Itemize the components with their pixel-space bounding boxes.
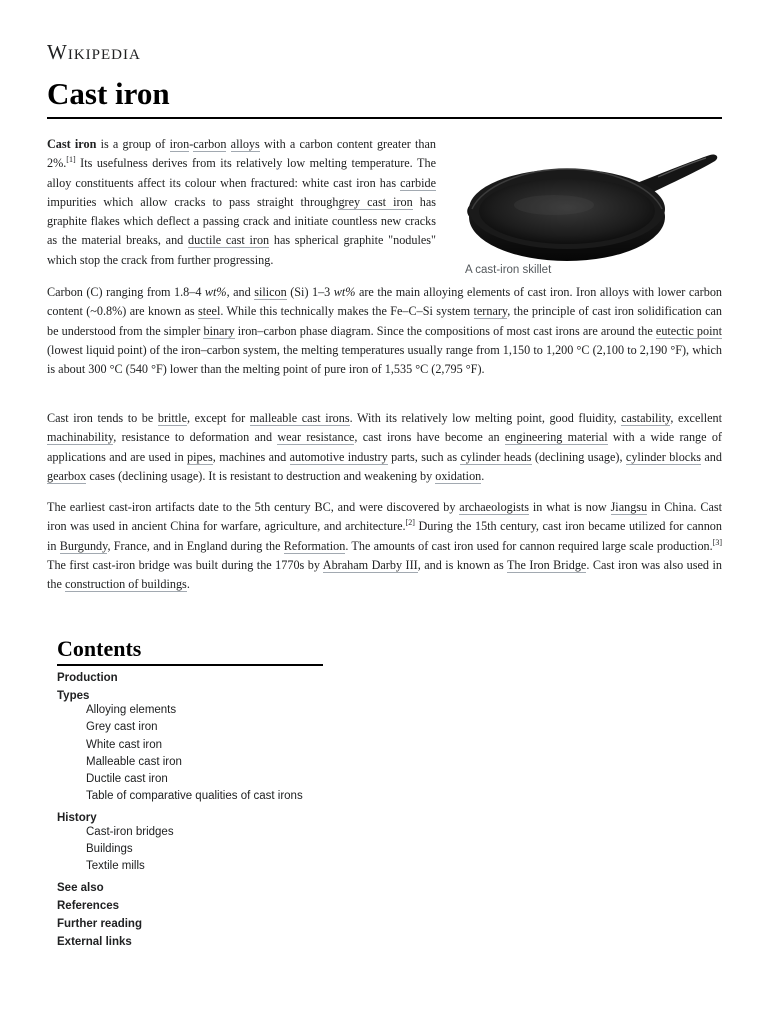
article-link[interactable]: gearbox	[47, 468, 87, 483]
skillet-image[interactable]	[462, 147, 722, 277]
toc-item[interactable]: Further reading	[57, 917, 142, 930]
text-run: . While this technically makes the Fe–C–Si system	[220, 304, 474, 319]
article-link[interactable]: grey cast iron	[338, 194, 413, 209]
article-link[interactable]: Reformation	[283, 538, 346, 553]
text-run: , France, and in England during the	[107, 538, 284, 553]
article-link[interactable]: castability	[621, 411, 671, 425]
toc-subitem[interactable]: Buildings	[86, 843, 133, 856]
text-run: iron–carbon phase diagram. Since the compositions of most cast irons are around the	[234, 323, 656, 338]
text-run: in what is now	[529, 500, 611, 514]
text-run: has spherical graphite "nodules" which stop the crack from further progressing.	[47, 233, 437, 267]
skillet-illustration	[462, 147, 722, 267]
text-run: impurities which allow cracks to pass straight through	[47, 194, 339, 209]
toc-item[interactable]: Production	[57, 672, 118, 684]
body-paragraph-2	[47, 409, 722, 486]
text-run: , cast irons have become an	[354, 430, 505, 445]
article-link[interactable]: The Iron Bridge	[506, 557, 587, 572]
article-link[interactable]: pipes	[187, 449, 213, 464]
toc-item[interactable]: Types	[57, 690, 90, 702]
article-link[interactable]: Burgundy	[59, 538, 108, 553]
article-link[interactable]: iron	[169, 137, 190, 151]
text-run: is a group of	[96, 137, 170, 151]
toc-subitem[interactable]: White cast iron	[86, 738, 163, 751]
article-link[interactable]: brittle	[157, 411, 187, 425]
toc-subitem[interactable]: Malleable cast iron	[86, 755, 182, 768]
article-link[interactable]: carbide	[400, 175, 436, 190]
article-link[interactable]: carbon	[193, 137, 227, 151]
article-link[interactable]: archaeologists	[459, 500, 530, 514]
toc-item[interactable]: References	[57, 899, 120, 912]
text-run: During the 15th century, cast iron became utilized for cannon in	[47, 519, 722, 553]
citation-link[interactable]: [3]	[712, 537, 723, 547]
toc-item[interactable]: History	[57, 811, 97, 824]
text-run: cases (declining usage). It is resistant to destruction and weakening by	[86, 468, 436, 483]
article-link[interactable]: silicon	[254, 285, 287, 299]
body-paragraph-1	[47, 283, 722, 379]
article-link[interactable]: eutectic point	[655, 323, 722, 338]
article-link[interactable]: construction of buildings	[64, 577, 187, 592]
title-divider	[47, 117, 722, 119]
article-link[interactable]: machinability	[47, 430, 114, 445]
body-paragraph-3	[47, 498, 722, 594]
article-link[interactable]: automotive industry	[289, 449, 388, 464]
text-run: (Si) 1–3	[286, 285, 334, 299]
article-link[interactable]: cylinder heads	[460, 449, 532, 464]
toc-subitem[interactable]: Table of comparative qualities of cast irons	[86, 790, 303, 803]
toc-item[interactable]: External links	[57, 935, 132, 948]
article-link[interactable]: engineering material	[504, 430, 608, 445]
text-run: has graphite flakes which deflect a passing crack and initiate countless new cracks as the material breaks, and	[47, 194, 436, 248]
text-run: are the main alloying elements of cast iron. Iron alloys with lower carbon content (~0.8%) are known as	[47, 285, 723, 319]
toc-subitem[interactable]: Grey cast iron	[86, 721, 158, 734]
article-link[interactable]: ductile cast iron	[187, 233, 270, 248]
text-run: . Cast iron was also used in the	[47, 557, 722, 592]
text-run: , machines and	[212, 449, 290, 464]
text-run: with a wide range of applications and are used in	[47, 430, 722, 464]
text-run: Cast iron tends to be	[47, 411, 158, 425]
text-run: Carbon (C) ranging from 1.8–4	[47, 285, 205, 299]
text-run: Its usefulness derives from its relatively low melting temperature. The alloy constituents affect its colour when fractured: white cast iron has	[47, 156, 436, 190]
citation-link[interactable]: [2]	[405, 518, 415, 528]
italic-text: wt%	[333, 285, 356, 299]
table-of-contents	[57, 636, 357, 948]
text-run: -	[189, 137, 194, 151]
text-run: (lowest liquid point) of the iron–carbon system, the melting temperatures usually range from 1,150 to 1,200 °C (2,100 to 2,190 °F), which is about 300 °C (540 °F) lower than the melting point of pure iron of 1,535 °C (2,795 °F).	[47, 342, 722, 377]
text-run: , the principle of cast iron solidification can be understood from the simpler	[47, 304, 722, 338]
text-run: The first cast-iron bridge was built during the 1770s by	[47, 557, 323, 572]
text-run: in China. Cast iron was used in ancient China for warfare, agriculture, and architecture.	[47, 500, 722, 534]
article-link[interactable]: cylinder blocks	[625, 449, 702, 464]
figure-caption: A cast-iron skillet	[465, 264, 552, 276]
toc-subitem[interactable]: Cast-iron bridges	[86, 825, 174, 838]
text-run: and	[701, 449, 722, 464]
toc-subitem[interactable]: Alloying elements	[86, 704, 177, 716]
toc-divider	[57, 664, 323, 666]
text-run: .	[186, 577, 190, 592]
wikipedia-wordmark[interactable]: Wikipedia	[47, 40, 141, 64]
lead-paragraph	[47, 135, 436, 270]
text-run: with a carbon content greater than 2%.	[47, 137, 436, 171]
text-run: .	[481, 468, 485, 483]
text-run: The earliest cast-iron artifacts date to the 5th century BC, and were discovered by	[47, 500, 460, 514]
article-link[interactable]: Abraham Darby III	[322, 557, 418, 572]
text-run: (declining usage),	[531, 449, 626, 464]
article-link[interactable]: oxidation	[435, 468, 482, 483]
text-run: . With its relatively low melting point, good fluidity,	[349, 411, 622, 425]
article-link[interactable]: Jiangsu	[610, 500, 648, 514]
text-run: , resistance to deformation and	[113, 430, 278, 445]
toc-subitem[interactable]: Ductile cast iron	[86, 773, 168, 786]
text-run: , except for	[186, 411, 250, 425]
text-run: parts, such as	[387, 449, 461, 464]
toc-item[interactable]: See also	[57, 881, 104, 894]
article-link[interactable]: malleable cast irons	[249, 411, 350, 425]
article-link[interactable]: ternary	[473, 304, 508, 319]
text-run: , and	[226, 285, 255, 299]
article-link[interactable]: binary	[203, 323, 235, 338]
italic-text: wt%	[204, 285, 227, 299]
page-title: Cast iron	[47, 76, 170, 111]
article-link[interactable]: steel	[198, 304, 221, 319]
text-run: . The amounts of cast iron used for cannon required large scale production.	[345, 538, 713, 553]
bold-term: Cast iron	[47, 137, 97, 151]
article-link[interactable]: alloys	[230, 137, 260, 151]
toc-subitem[interactable]: Textile mills	[86, 860, 145, 873]
citation-link[interactable]: [1]	[66, 155, 76, 165]
text-run: , excellent	[670, 411, 723, 425]
text-run: , and is known as	[417, 557, 507, 572]
toc-title: Contents	[57, 636, 142, 661]
article-link[interactable]: wear resistance	[277, 430, 355, 445]
toc-list	[57, 672, 357, 948]
